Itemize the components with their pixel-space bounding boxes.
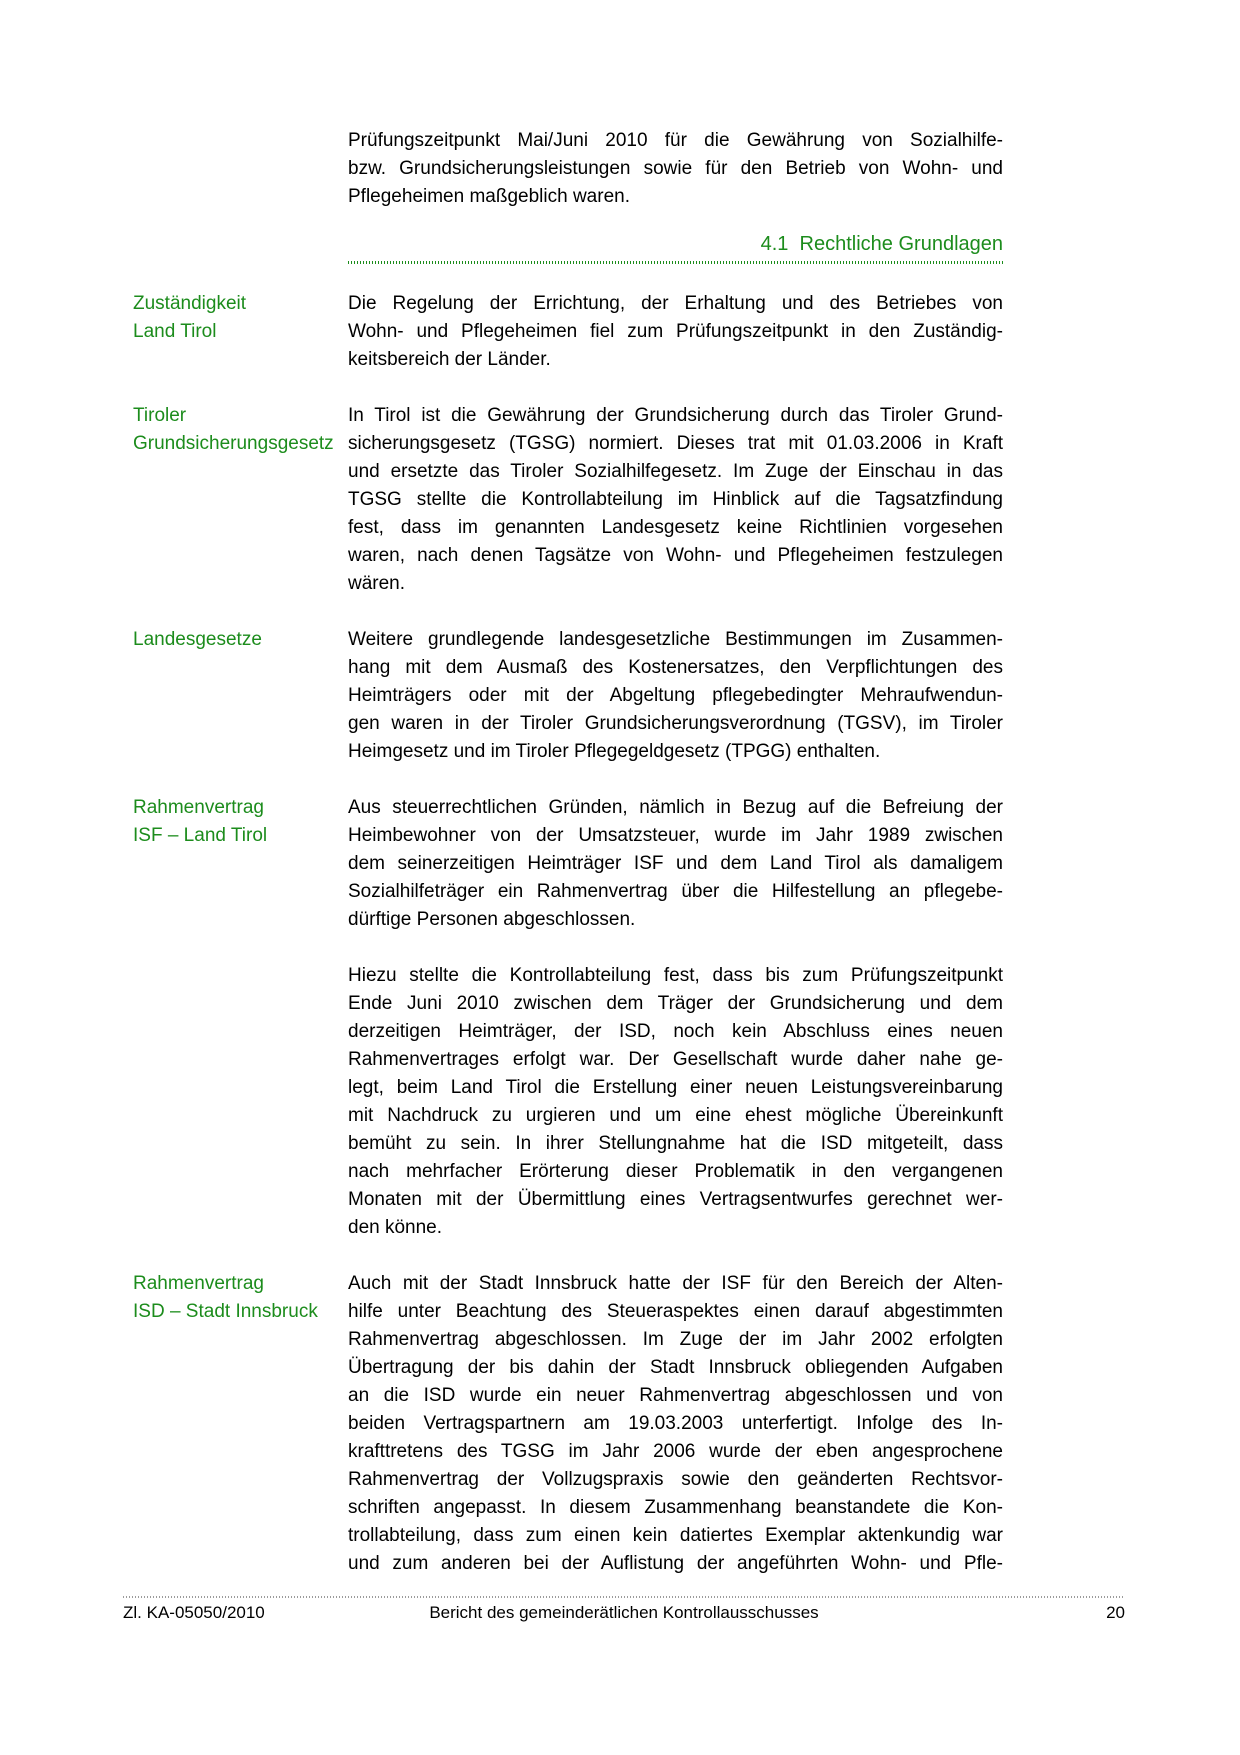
section-rahmenvertrag-isd-stadt-innsbruck — [133, 1270, 1005, 1578]
text-line: Landesgesetze — [133, 629, 262, 650]
page-content — [133, 127, 1005, 1578]
text-line: und ersetzte das Tiroler Sozialhilfegesetz. Im Zuge der Einschau in das — [348, 461, 1003, 482]
footer-row — [123, 1603, 1125, 1623]
text-line: bzw. Grundsicherungsleistungen sowie für den Betrieb von Wohn- und — [348, 158, 1003, 179]
text-line: Sozialhilfeträger ein Rahmenvertrag über die Hilfestellung an pflegebe- — [348, 881, 1003, 902]
text-line: bemüht zu sein. In ihrer Stellungnahme hat die ISD mitgeteilt, dass — [348, 1133, 1003, 1154]
section-body — [348, 626, 1003, 766]
heading-row — [133, 231, 1005, 264]
text-line: Ende Juni 2010 zwischen dem Träger der Grundsicherung und dem — [348, 993, 1003, 1014]
footer-dotted-rule — [123, 1596, 1125, 1598]
text-line: Grundsicherungsgesetz — [133, 433, 334, 454]
text-line: Rahmenvertrag abgeschlossen. Im Zuge der im Jahr 2002 erfolgten — [348, 1329, 1003, 1350]
section-tiroler-grundsicherungsgesetz — [133, 402, 1005, 598]
text-line: Tiroler — [133, 405, 187, 426]
text-line: krafttretens des TGSG im Jahr 2006 wurde der eben angesprochene — [348, 1441, 1003, 1462]
text-line: mit Nachdruck zu urgieren und um eine ehest mögliche Übereinkunft — [348, 1105, 1003, 1126]
page-footer — [123, 1596, 1125, 1623]
text-line: Hiezu stellte die Kontrollabteilung fest, dass bis zum Prüfungszeitpunkt — [348, 965, 1003, 986]
margin-label — [133, 794, 348, 1242]
body-paragraph — [348, 290, 1003, 374]
body-paragraph — [348, 402, 1003, 598]
text-line: hilfe unter Beachtung des Steueraspektes einen darauf abgestimmten — [348, 1301, 1003, 1322]
margin-label-spacer — [133, 127, 348, 211]
body-paragraph — [348, 626, 1003, 766]
text-line: den könne. — [348, 1217, 443, 1238]
text-line: keitsbereich der Länder. — [348, 349, 551, 370]
text-line: Rahmenvertrag der Vollzugspraxis sowie den geänderten Rechtsvor- — [348, 1469, 1003, 1490]
text-line: derzeitigen Heimträger, der ISD, noch kein Abschluss eines neuen — [348, 1021, 1003, 1042]
text-line: TGSG stellte die Kontrollabteilung im Hinblick auf die Tagsatzfindung — [348, 489, 1003, 510]
text-line: Prüfungszeitpunkt Mai/Juni 2010 für die Gewährung von Sozialhilfe- — [348, 130, 1003, 151]
text-line: dem seinerzeitigen Heimträger ISF und dem Land Tirol als damaligem — [348, 853, 1003, 874]
margin-label — [133, 626, 348, 766]
section-zustaendigkeit-land-tirol — [133, 290, 1005, 374]
body-paragraph — [348, 1270, 1003, 1578]
text-line: und zum anderen bei der Auflistung der angeführten Wohn- und Pfle- — [348, 1553, 1003, 1574]
margin-label — [133, 402, 348, 598]
text-line: Heimbewohner von der Umsatzsteuer, wurde im Jahr 1989 zwischen — [348, 825, 1003, 846]
heading-dotted-rule — [348, 261, 1003, 264]
text-line: Weitere grundlegende landesgesetzliche Bestimmungen im Zusammen- — [348, 629, 1003, 650]
text-line: Rahmenvertrages erfolgt war. Der Gesellschaft wurde daher nahe ge- — [348, 1049, 1003, 1070]
text-line: legt, beim Land Tirol die Erstellung einer neuen Leistungsvereinbarung — [348, 1077, 1003, 1098]
text-line: Heimgesetz und im Tiroler Pflegegeldgesetz (TPGG) enthalten. — [348, 741, 881, 762]
text-line: wären. — [348, 573, 406, 594]
text-line: Zuständigkeit — [133, 293, 247, 314]
text-line: Auch mit der Stadt Innsbruck hatte der ISF für den Bereich der Alten- — [348, 1273, 1003, 1294]
text-line: Rahmenvertrag — [133, 1273, 264, 1294]
text-line: Übertragung der bis dahin der Stadt Innsbruck obliegenden Aufgaben — [348, 1357, 1003, 1378]
text-line: Wohn- und Pflegeheimen fiel zum Prüfungszeitpunkt in den Zuständig- — [348, 321, 1003, 342]
body-paragraph — [348, 794, 1003, 934]
body-paragraph — [348, 962, 1003, 1242]
text-line: beiden Vertragspartnern am 19.03.2003 unterfertigt. Infolge des In- — [348, 1413, 1003, 1434]
text-line: dürftige Personen abgeschlossen. — [348, 909, 636, 930]
text-line: Die Regelung der Errichtung, der Erhaltung und des Betriebes von — [348, 293, 1003, 314]
text-line: Pflegeheimen maßgeblich waren. — [348, 186, 630, 207]
section-heading: 4.1 Rechtliche Grundlagen — [760, 233, 1003, 255]
section-body — [348, 794, 1003, 1242]
heading-block — [348, 231, 1003, 264]
margin-label-spacer — [133, 231, 348, 264]
section-body — [348, 1270, 1003, 1578]
text-line: ISD – Stadt Innsbruck — [133, 1301, 318, 1322]
text-line: sicherungsgesetz (TGSG) normiert. Dieses trat mit 01.03.2006 in Kraft — [348, 433, 1003, 454]
footer-page-number: 20 — [1106, 1603, 1125, 1622]
text-line: Land Tirol — [133, 321, 217, 342]
text-line: waren, nach denen Tagsätze von Wohn- und Pflegeheimen festzulegen — [348, 545, 1003, 566]
intro-paragraph — [348, 127, 1003, 211]
text-line: ISF – Land Tirol — [133, 825, 268, 846]
section-rahmenvertrag-isf-land-tirol — [133, 794, 1005, 1242]
text-line: Rahmenvertrag — [133, 797, 264, 818]
section-landesgesetze — [133, 626, 1005, 766]
margin-label — [133, 1270, 348, 1578]
text-line: nach mehrfacher Erörterung dieser Problematik in den vergangenen — [348, 1161, 1003, 1182]
text-line: schriften angepasst. In diesem Zusammenhang beanstandete die Kon- — [348, 1497, 1003, 1518]
text-line: Heimträgers oder mit der Abgeltung pflegebedingter Mehraufwendun- — [348, 685, 1003, 706]
text-line: an die ISD wurde ein neuer Rahmenvertrag abgeschlossen und von — [348, 1385, 1003, 1406]
text-line: trollabteilung, dass zum einen kein datiertes Exemplar aktenkundig war — [348, 1525, 1003, 1546]
text-line: Aus steuerrechtlichen Gründen, nämlich in Bezug auf die Befreiung der — [348, 797, 1003, 818]
text-line: gen waren in der Tiroler Grundsicherungsverordnung (TGSV), im Tiroler — [348, 713, 1003, 734]
text-line: fest, dass im genannten Landesgesetz keine Richtlinien vorgesehen — [348, 517, 1003, 538]
section-body — [348, 290, 1003, 374]
footer-reference: Zl. KA-05050/2010 — [123, 1603, 265, 1622]
intro-row — [133, 127, 1005, 211]
text-line: hang mit dem Ausmaß des Kostenersatzes, den Verpflichtungen des — [348, 657, 1003, 678]
margin-label — [133, 290, 348, 374]
text-line: In Tirol ist die Gewährung der Grundsicherung durch das Tiroler Grund- — [348, 405, 1003, 426]
text-line: Monaten mit der Übermittlung eines Vertragsentwurfes gerechnet wer- — [348, 1189, 1003, 1210]
section-body — [348, 402, 1003, 598]
footer-title: Bericht des gemeinderätlichen Kontrollausschusses — [429, 1603, 819, 1622]
